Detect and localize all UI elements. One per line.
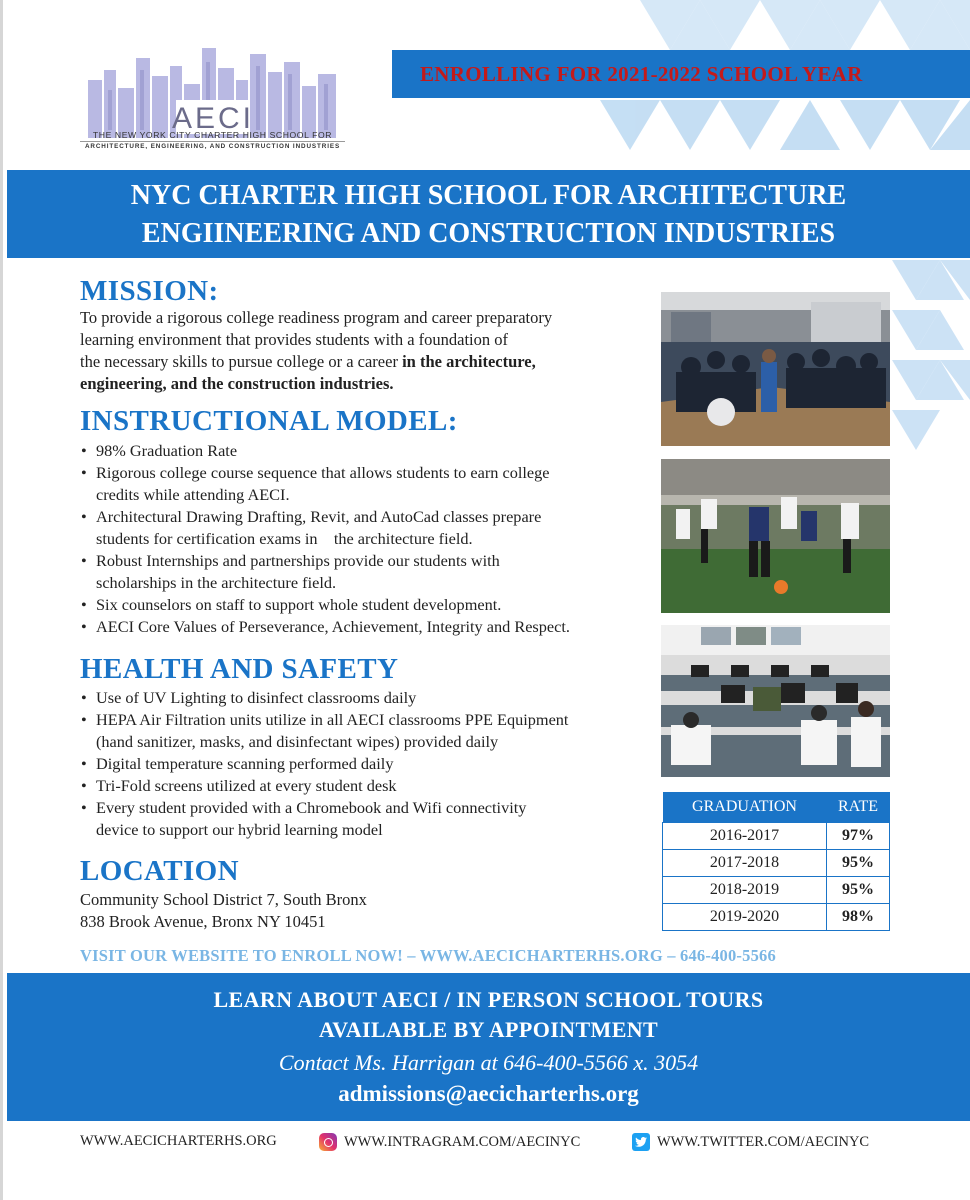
rate-cell: 97% [827,823,890,850]
graduation-header: GRADUATION [663,792,827,823]
enrolling-text: ENROLLING FOR 2021-2022 SCHOOL YEAR [420,61,863,86]
mission-heading: MISSION: [80,275,219,307]
rate-cell: 95% [827,877,890,904]
footer-website-link[interactable]: WWW.AECICHARTERHS.ORG [80,1133,277,1149]
visit-website-callout: VISIT OUR WEBSITE TO ENROLL NOW! – WWW.AECICHARTERHS.ORG – 646-400-5566 [80,946,776,965]
list-item: • Rigorous college course sequence that allows students to earn college credits while attending AECI. [81,463,550,504]
footer-website[interactable] [80,1133,277,1150]
year-cell: 2018-2019 [663,877,827,904]
title-line-2: ENGIINEERING AND CONSTRUCTION INDUSTRIES [141,218,836,249]
title-line-1: NYC CHARTER HIGH SCHOOL FOR ARCHITECTURE [130,180,847,211]
table-header-row [663,792,890,823]
admissions-email[interactable]: admissions@aecicharterhs.org [338,1081,639,1106]
location-line-1: Community School District 7, South Bronx [80,890,367,909]
location-heading: LOCATION [80,855,239,887]
logo-tagline-2: ARCHITECTURE, ENGINEERING, AND CONSTRUCTION INDUSTRIES [84,143,341,150]
logo-wordmark: AECI [171,102,255,135]
mission-text [80,307,650,395]
health-list [80,687,660,841]
location-line-2: 838 Brook Avenue, Bronx NY 10451 [80,912,326,931]
footer-instagram[interactable] [319,1133,580,1151]
rate-header: RATE [827,792,890,823]
list-item: • AECI Core Values of Perseverance, Achievement, Integrity and Respect. [81,617,570,636]
list-item: • Digital temperature scanning performed daily [81,754,394,773]
logo-tagline-1: THE NEW YORK CITY CHARTER HIGH SCHOOL FOR [92,130,333,140]
table-row [663,823,890,850]
enrolling-banner [392,50,970,98]
list-item: • Every student provided with a Chromebook and Wifi connectivity device to support our hybrid learning model [81,798,527,839]
contact-person: Contact Ms. Harrigan at 646-400-5566 x. 3054 [278,1050,699,1075]
footer-twitter[interactable] [632,1133,869,1151]
graduation-rate-table [662,792,890,931]
mission-line-2: learning environment that provides students with a foundation of [80,330,508,349]
soccer-photo [661,459,890,613]
mission-line-3-bold: in the architecture, [402,352,536,371]
title-band [7,170,970,258]
rate-cell: 98% [827,904,890,931]
rate-cell: 95% [827,850,890,877]
mission-line-4-bold: engineering, and the construction industries. [80,374,394,393]
health-heading: HEALTH AND SAFETY [80,653,399,685]
location-text [80,889,580,933]
list-item: • Tri-Fold screens utilized at every student desk [81,776,397,795]
year-cell: 2019-2020 [663,904,827,931]
year-cell: 2017-2018 [663,850,827,877]
mission-line-3: the necessary skills to pursue college or a career [80,352,403,371]
logo-divider [80,141,345,142]
mission-line-1: To provide a rigorous college readiness program and career preparatory [80,308,553,327]
list-item: • Six counselors on staff to support whole student development. [81,595,502,614]
list-item: • Robust Internships and partnerships provide our students with scholarships in the architecture field. [81,551,500,592]
instagram-icon [319,1133,337,1151]
list-item: • Architectural Drawing Drafting, Revit, and AutoCad classes prepare students for certification exams in the architecture field. [81,507,542,548]
instructional-list [80,440,655,638]
list-item: • HEPA Air Filtration units utilize in all AECI classrooms PPE Equipment (hand sanitizer, masks, and disinfectant wipes) provided daily [81,710,569,751]
table-row [663,850,890,877]
tours-line-2: AVAILABLE BY APPOINTMENT [318,1017,659,1042]
twitter-icon [632,1133,650,1151]
instructional-heading: INSTRUCTIONAL MODEL: [80,405,458,437]
table-row [663,877,890,904]
tours-line-1: LEARN ABOUT AECI / IN PERSON SCHOOL TOURS [213,987,764,1012]
footer-instagram-link[interactable]: WWW.INTRAGRAM.COM/AECINYC [344,1133,581,1150]
year-cell: 2016-2017 [663,823,827,850]
list-item: • 98% Graduation Rate [81,441,238,460]
footer-twitter-link[interactable]: WWW.TWITTER.COM/AECINYC [657,1133,870,1150]
band-photo [661,292,890,446]
contact-band [7,973,970,1121]
table-row [663,904,890,931]
list-item: • Use of UV Lighting to disinfect classrooms daily [81,688,417,707]
computer-lab-photo [661,625,890,777]
